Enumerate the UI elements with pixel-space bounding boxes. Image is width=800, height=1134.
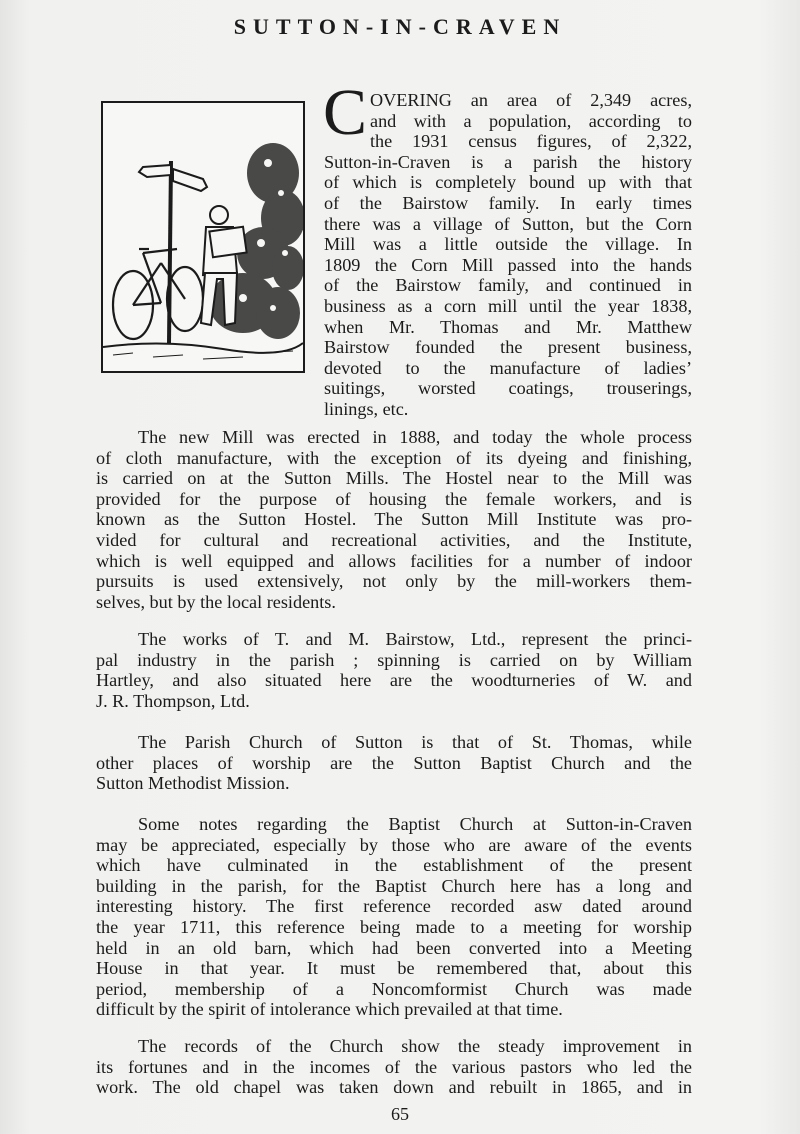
intro-line: of which is completely bound up with that [324,172,692,193]
paragraph-line: The records of the Church show the steady improvement in [138,1036,692,1056]
intro-line: 1809 the Corn Mill passed into the hands [324,254,692,275]
paragraph-line: House in that year. It must be remembered that, about this [96,958,692,979]
intro-line: and with a population, according to [370,110,692,131]
paragraph-line: is carried on at the Sutton Mills. The Hostel near to the Mill was [96,468,692,489]
cyclist-illustration [101,101,305,373]
paragraph-line: may be appreciated, especially by those who are aware of the events [96,834,692,855]
paragraph-line: work. The old chapel was taken down and rebuilt in 1865, and in [96,1077,692,1098]
page-title: SUTTON-IN-CRAVEN [233,14,567,39]
body-paragraph [96,629,692,711]
paragraph-line: of cloth manufacture, with the exception of its dyeing and finishing, [96,447,692,468]
paragraph-line: the year 1711, this reference being made to a meeting for worship [96,916,692,937]
intro-line: when Mr. Thomas and Mr. Matthew [324,316,692,337]
intro-line: the 1931 census figures, of 2,322, [370,131,692,152]
paragraph-line: vided for cultural and recreational activities, and the Institute, [96,529,692,550]
paragraph-line: which is well equipped and allows facilities for a number of indoor [96,550,692,571]
intro-line: Bairstow founded the present business, [324,337,692,358]
paragraph-line: held in an old barn, which had been converted into a Meeting [96,937,692,958]
paragraph-line: The Parish Church of Sutton is that of St. Thomas, while [138,732,692,752]
intro-line: suitings, worsted coatings, trouserings, [324,378,692,399]
intro-line: of the Bairstow family. In early times [324,192,692,213]
paragraph-line: Sutton Methodist Mission. [96,773,290,794]
drop-cap: C [323,76,368,149]
paragraph-line: which have culminated in the establishment of the present [96,855,692,876]
intro-paragraph [324,90,692,420]
body-paragraph [96,1036,692,1098]
paragraph-line: difficult by the spirit of intolerance which prevailed at that time. [96,999,563,1020]
paragraph-line: pal industry in the parish ; spinning is carried on by William [96,649,692,670]
paragraph-line: The new Mill was erected in 1888, and today the whole process [138,427,692,447]
paragraph-line: Hartley, and also situated here are the woodturneries of W. and [96,670,692,691]
cyclist-drawing [103,103,303,371]
paragraph-line: known as the Sutton Hostel. The Sutton Mill Institute was pro- [96,509,692,530]
body-paragraph [96,814,692,1020]
intro-line: of the Bairstow family, and continued in [324,275,692,296]
paragraph-line: Some notes regarding the Baptist Church at Sutton-in-Craven [138,814,692,834]
paragraph-line: provided for the purpose of housing the female workers, and is [96,488,692,509]
intro-line: Sutton-in-Craven is a parish the history [324,151,692,172]
paragraph-line: The works of T. and M. Bairstow, Ltd., represent the princi- [138,629,692,649]
paragraph-line: other places of worship are the Sutton Baptist Church and the [96,752,692,773]
paragraph-line: period, membership of a Noncomformist Church was made [96,978,692,999]
intro-line: there was a village of Sutton, but the Corn [324,213,692,234]
intro-line: OVERING an area of 2,349 acres, [370,90,692,110]
paragraph-line: selves, but by the local residents. [96,591,336,612]
page-number: 65 [391,1104,409,1124]
paragraph-line: interesting history. The first reference recorded asw dated around [96,896,692,917]
body-paragraph [96,427,692,612]
intro-line: business as a corn mill until the year 1838, [324,295,692,316]
body-paragraph [96,732,692,794]
intro-line: linings, etc. [324,398,409,419]
intro-line: Mill was a little outside the village. In [324,234,692,255]
paragraph-line: its fortunes and in the incomes of the various pastors who led the [96,1056,692,1077]
intro-line: devoted to the manufacture of ladies’ [324,357,692,378]
paragraph-line: building in the parish, for the Baptist Church here has a long and [96,875,692,896]
paragraph-line: J. R. Thompson, Ltd. [96,690,250,711]
paragraph-line: pursuits is used extensively, not only by the mill-workers them- [96,571,692,592]
